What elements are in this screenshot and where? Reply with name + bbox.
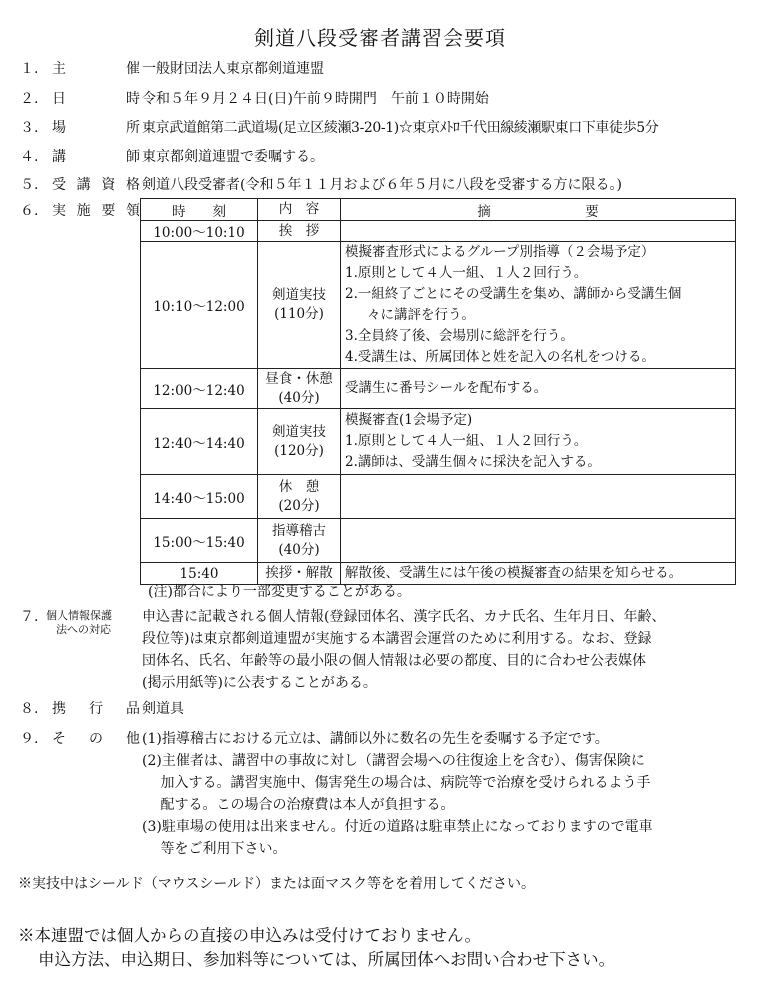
privacy-label-line1: 個人情報保護 [46, 609, 112, 622]
label-char: 催 [126, 61, 140, 77]
label-char: 日 [52, 91, 66, 107]
schedule-description-line: 模擬審査(1会場予定) [345, 412, 473, 428]
label-char: 師 [126, 149, 140, 165]
privacy-line: 団体名、氏名、年齢等の最小限の個人情報は必要の都度、目的に合わせ公表媒体 [142, 653, 646, 669]
item-number: ４. [20, 149, 39, 165]
header-content: 内 容 [258, 199, 341, 221]
schedule-description-line: 2.講師は、受講生個々に採決を記入する。 [345, 454, 601, 470]
item-number: ６. [20, 203, 39, 219]
schedule-description [341, 519, 736, 563]
label-char: 主 [52, 61, 66, 77]
schedule-content-line: 昼食・休憩 [265, 370, 333, 387]
item-value: 令和５年９月２４日(日)午前９時開門 午前１０時開始 [142, 91, 489, 107]
schedule-header-row [141, 199, 736, 221]
schedule-content-line: 休 憩 [278, 478, 320, 495]
label-char: 時 [126, 91, 140, 107]
schedule-description-line: 2.一組終了ごとにその受講生を集め、講師から受講生個 [345, 286, 682, 302]
label-char: 講 [76, 177, 91, 193]
item-number: ７. [20, 609, 39, 625]
label-char: 要 [101, 203, 116, 219]
schedule-content-line: 挨 拶 [278, 222, 320, 239]
item-label [52, 174, 140, 196]
schedule-content-line: (40分) [278, 541, 320, 558]
schedule-description-line: 受講生に番号シールを配布する。 [345, 380, 548, 396]
label-char: 他 [126, 731, 140, 747]
schedule-description-line: 4.受講生は、所属団体と姓を記入の名札をつける。 [345, 349, 655, 365]
schedule-description-line: 1.原則として４人一組、１人２回行う。 [345, 265, 588, 281]
schedule-content-line: (40分) [278, 389, 320, 406]
schedule-time: 12:40～14:40 [141, 409, 258, 475]
label-char: 品 [126, 701, 140, 717]
header-time: 時 刻 [141, 199, 258, 221]
label-char: 領 [125, 203, 140, 219]
privacy-line: 段位等)は東京都剣道連盟が実施する本講習会運営のために利用する。なお、登録 [142, 631, 652, 647]
schedule-note: (注)都合により一部変更することがある。 [148, 584, 411, 600]
label-char: 実 [52, 203, 66, 219]
item-number: ９. [20, 731, 39, 747]
schedule-row [141, 409, 736, 475]
item-number: ８. [20, 701, 39, 717]
label-char: そ [52, 731, 66, 747]
item-label [52, 146, 140, 168]
others-line: 配する。この場合の治療費は本人が負担する。 [142, 797, 455, 813]
item-label [52, 88, 140, 110]
item-label [52, 58, 140, 80]
privacy-line: (掲示用紙等)に公表することがある。 [142, 675, 377, 691]
schedule-content [258, 221, 341, 242]
item-value: 東京武道館第二武道場(足立区綾瀬3-20-1)☆東京ﾒﾄﾛ千代田線綾瀬駅東口下車徒歩5分 [142, 120, 659, 136]
label-char: 携 [52, 701, 66, 717]
label-char: 行 [89, 701, 103, 717]
item-value: 一般財団法人東京都剣道連盟 [142, 61, 324, 77]
application-notice: ※本連盟では個人からの直接の申込みは受付けておりません。 [18, 926, 481, 945]
label-char: の [89, 731, 103, 747]
item-label [52, 200, 140, 222]
schedule-row [141, 221, 736, 242]
schedule-description [341, 242, 736, 369]
item-number: ２. [20, 91, 39, 107]
label-char: 施 [76, 203, 91, 219]
inquiry-notice: 申込方法、申込期日、参加料等については、所属団体へお問い合わせ下さい。 [38, 950, 616, 969]
schedule-content-line: 剣道実技 [272, 423, 326, 440]
schedule-description-line: 3.全員終了後、会場別に総評を行う。 [345, 328, 574, 344]
schedule-row [141, 519, 736, 563]
others-line: (2)主催者は、講習中の事故に対し（講習会場への往復途上を含む）、傷害保険に [142, 753, 645, 769]
label-char: 資 [101, 177, 116, 193]
label-char: 所 [126, 120, 140, 136]
schedule-time: 15:00～15:40 [141, 519, 258, 563]
schedule-content-line: 指導稽古 [272, 522, 326, 539]
schedule-description [341, 409, 736, 475]
document-title: 剣道八段受審者講習会要項 [254, 26, 506, 50]
schedule-row [141, 475, 736, 519]
schedule-description-line: 1.原則として４人一組、１人２回行う。 [345, 433, 588, 449]
label-char: 講 [52, 149, 66, 165]
schedule-time: 10:00～10:10 [141, 221, 258, 242]
others-text [142, 728, 653, 860]
schedule-description [341, 369, 736, 409]
schedule-description [341, 221, 736, 242]
item-label [52, 698, 140, 720]
label-char: 格 [125, 177, 140, 193]
schedule-row [141, 242, 736, 369]
schedule-content [258, 242, 341, 369]
others-line: 等をご利用下さい。 [142, 841, 287, 857]
item-label [52, 117, 140, 139]
schedule-content-line: 挨拶・解散 [265, 565, 333, 581]
schedule-description-line: 模擬審査形式によるグループ別指導（２会場予定） [345, 244, 655, 260]
item-value: 剣道具 [142, 701, 184, 717]
others-line: (1)指導稽古における元立は、講師以外に数名の先生を委嘱する予定です。 [142, 731, 609, 747]
label-char: 場 [52, 120, 66, 136]
item-number: ３. [20, 120, 39, 136]
others-line: (3)駐車場の使用は出来ません。付近の道路は駐車禁止になっておりますので電車 [142, 819, 653, 835]
schedule-time: 15:40 [141, 563, 258, 585]
item-value: 東京都剣道連盟で委嘱する。 [142, 149, 324, 165]
schedule-content [258, 369, 341, 409]
label-char: 受 [52, 177, 66, 193]
schedule-time: 10:10～12:00 [141, 242, 258, 369]
schedule-content [258, 519, 341, 563]
schedule-time: 12:00～12:40 [141, 369, 258, 409]
schedule-row [141, 369, 736, 409]
privacy-text [142, 606, 665, 694]
privacy-label-line2: 法への対応 [56, 623, 111, 636]
item-label [52, 728, 140, 750]
others-line: 加入する。講習実施中、傷害発生の場合は、病院等で治療を受けられるよう手 [142, 775, 651, 791]
mask-notice: ※実技中はシールド（マウスシールド）または面マスク等をを着用してください。 [18, 876, 536, 892]
item-number: １. [20, 61, 39, 77]
schedule-table [140, 198, 736, 585]
schedule-description [341, 475, 736, 519]
schedule-content-line: (120分) [274, 442, 324, 459]
schedule-content [258, 475, 341, 519]
schedule-content-line: (20分) [278, 497, 320, 514]
item-number: ５. [20, 177, 39, 193]
schedule-content-line: (110分) [274, 306, 324, 322]
schedule-time: 14:40～15:00 [141, 475, 258, 519]
privacy-label [46, 609, 146, 637]
privacy-line: 申込書に記載される個人情報(登録団体名、漢字氏名、カナ氏名、生年月日、年齢、 [142, 609, 666, 625]
schedule-content-line: 剣道実技 [272, 287, 326, 303]
schedule-description-line: 々に講評を行う。 [367, 307, 475, 323]
schedule-content [258, 409, 341, 475]
item-value: 剣道八段受審者(令和５年１１月および６年５月に八段を受審する方に限る。) [142, 177, 622, 193]
header-description: 摘 要 [341, 199, 736, 221]
schedule-description-line: 解散後、受講生には午後の模擬審査の結果を知らせる。 [345, 565, 683, 581]
